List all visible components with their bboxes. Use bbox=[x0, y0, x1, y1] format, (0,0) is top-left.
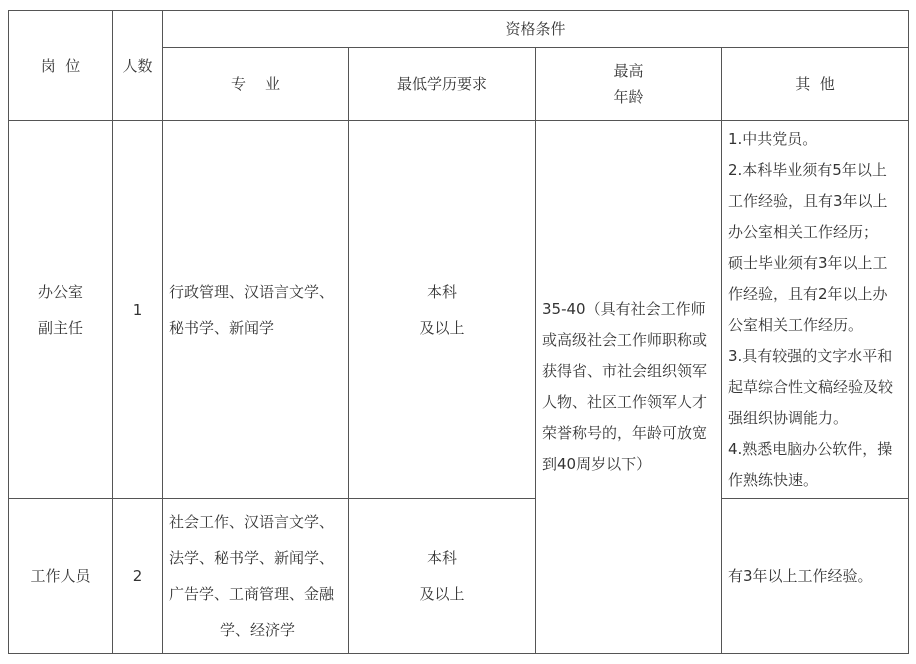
education-line: 及以上 bbox=[419, 585, 465, 603]
other-line: 作熟练快速。 bbox=[728, 470, 819, 489]
cell-major bbox=[163, 121, 349, 499]
recruitment-table bbox=[8, 10, 909, 654]
age-line: 35-40（具有社会工作师 bbox=[542, 300, 706, 318]
education-line: 及以上 bbox=[419, 318, 465, 337]
other-line: 强组织协调能力。 bbox=[728, 408, 849, 427]
major-line: 行政管理、汉语言文学、 bbox=[169, 282, 335, 301]
cell-age-shared bbox=[536, 121, 722, 654]
other-line: 4.熟悉电脑办公软件，操 bbox=[728, 439, 893, 458]
position-line: 办公室 bbox=[37, 282, 83, 301]
header-row-1 bbox=[9, 11, 909, 48]
other-line: 3.具有较强的文字水平和 bbox=[728, 346, 893, 365]
other-line: 硕士毕业须有3年以上工 bbox=[728, 253, 888, 272]
header-education: 最低学历要求 bbox=[349, 48, 536, 121]
major-line: 秘书学、新闻学 bbox=[169, 318, 275, 337]
cell-count: 1 bbox=[113, 121, 163, 499]
header-count: 人数 bbox=[113, 11, 163, 121]
other-line: 工作经验，且有3年以上 bbox=[728, 191, 888, 210]
cell-position bbox=[9, 499, 113, 654]
education-line: 本科 bbox=[426, 282, 457, 301]
position-line: 工作人员 bbox=[30, 567, 91, 585]
table-row bbox=[9, 499, 909, 654]
cell-other bbox=[722, 121, 909, 499]
education-line: 本科 bbox=[426, 549, 457, 567]
cell-count: 2 bbox=[113, 499, 163, 654]
header-major: 专 业 bbox=[163, 48, 349, 121]
age-line: 荣誉称号的，年龄可放宽 bbox=[542, 424, 708, 442]
header-other: 其 他 bbox=[722, 48, 909, 121]
position-line: 副主任 bbox=[37, 318, 83, 337]
other-line: 有3年以上工作经验。 bbox=[728, 567, 873, 585]
other-line: 作经验，且有2年以上办 bbox=[728, 284, 888, 303]
major-line: 社会工作、汉语言文学、 bbox=[169, 513, 335, 531]
cell-education bbox=[349, 499, 536, 654]
header-age bbox=[536, 48, 722, 121]
header-age-line: 年龄 bbox=[613, 88, 644, 106]
age-line: 获得省、市社会组织领军 bbox=[542, 362, 708, 380]
age-line: 或高级社会工作师职称或 bbox=[542, 331, 708, 349]
cell-education bbox=[349, 121, 536, 499]
header-position: 岗 位 bbox=[9, 11, 113, 121]
header-age-line: 最高 bbox=[613, 62, 644, 80]
age-line: 到40周岁以下） bbox=[542, 455, 652, 473]
cell-other bbox=[722, 499, 909, 654]
cell-position bbox=[9, 121, 113, 499]
table-row bbox=[9, 121, 909, 499]
other-line: 办公室相关工作经历； bbox=[728, 222, 879, 241]
major-line: 法学、秘书学、新闻学、 bbox=[169, 549, 335, 567]
major-line: 学、经济学 bbox=[219, 621, 295, 639]
major-line: 广告学、工商管理、金融 bbox=[169, 585, 335, 603]
other-line: 公室相关工作经历。 bbox=[728, 315, 864, 334]
cell-major bbox=[163, 499, 349, 654]
other-line: 2.本科毕业须有5年以上 bbox=[728, 160, 887, 179]
header-qualifications: 资格条件 bbox=[163, 11, 909, 48]
age-line: 人物、社区工作领军人才 bbox=[542, 393, 708, 411]
other-line: 1.中共党员。 bbox=[728, 129, 818, 148]
other-line: 起草综合性文稿经验及较 bbox=[728, 377, 894, 396]
